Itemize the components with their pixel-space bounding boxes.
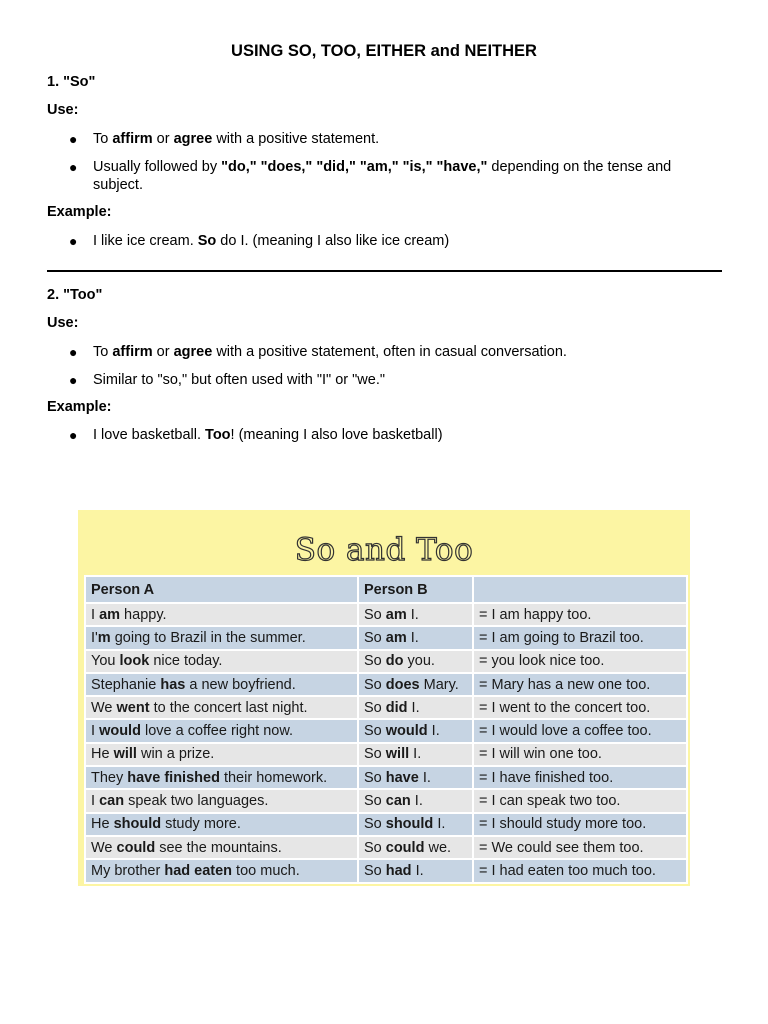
- bold-text: will: [385, 746, 410, 763]
- person-b-cell: [359, 790, 472, 811]
- meaning-cell: [474, 837, 686, 858]
- person-a-cell: [86, 651, 357, 672]
- bold-text: agree: [173, 131, 213, 147]
- person-a-cell: [86, 814, 357, 835]
- person-b-cell: [359, 674, 472, 695]
- text: I.: [411, 862, 424, 879]
- text: So: [364, 839, 386, 856]
- person-a-cell: [86, 837, 357, 858]
- bullet-item: [47, 130, 687, 148]
- table-row: [86, 674, 686, 695]
- text: To: [93, 131, 113, 147]
- text: So: [364, 793, 386, 810]
- column-header: Person A: [86, 577, 357, 602]
- bold-text: does: [385, 676, 420, 693]
- text: study more.: [161, 816, 241, 833]
- meaning-cell: [474, 860, 686, 881]
- person-a-cell: [86, 674, 357, 695]
- text: I.: [406, 629, 419, 646]
- text: = I can speak two too.: [479, 793, 621, 810]
- text: So: [364, 629, 386, 646]
- text: = I went to the concert too.: [479, 699, 651, 716]
- bullet-icon: ●: [69, 344, 78, 360]
- person-b-cell: [359, 627, 472, 648]
- text: We: [91, 699, 117, 716]
- section-heading-so: 1. "So": [47, 74, 96, 90]
- bullet-icon: ●: [69, 372, 78, 388]
- person-a-cell: [86, 860, 357, 881]
- meaning-cell: [474, 814, 686, 835]
- text: happy.: [120, 606, 167, 623]
- text: to the concert last night.: [149, 699, 308, 716]
- text: I.: [410, 793, 423, 810]
- text: = We could see them too.: [479, 839, 644, 856]
- table-body: [86, 604, 686, 882]
- text: We: [91, 839, 117, 856]
- column-header: [474, 577, 686, 602]
- text: I: [91, 723, 100, 740]
- text: Similar to "so," but often used with "I" or "we.": [93, 372, 386, 388]
- meaning-cell: [474, 767, 686, 788]
- text: = I would love a coffee too.: [479, 723, 652, 740]
- bullet-item: [47, 371, 687, 389]
- text: I.: [418, 769, 431, 786]
- text: I.: [407, 699, 420, 716]
- person-a-cell: [86, 744, 357, 765]
- text: So: [364, 676, 386, 693]
- text: or: [152, 131, 174, 147]
- example-label: Example:: [47, 204, 112, 220]
- text: I.: [406, 606, 419, 623]
- meaning-cell: [474, 674, 686, 695]
- text: They: [91, 769, 128, 786]
- bold-text: would: [385, 723, 428, 740]
- bullet-icon: ●: [69, 131, 78, 147]
- text: So: [364, 746, 386, 763]
- bold-text: would: [99, 723, 141, 740]
- text: going to Brazil in the summer.: [110, 629, 306, 646]
- text: with a positive statement, often in casual conversation.: [212, 344, 567, 360]
- text: So: [364, 606, 386, 623]
- figure-title: So and Too: [294, 532, 474, 568]
- text: Mary.: [419, 676, 459, 693]
- bold-text: have finished: [127, 769, 220, 786]
- text: = I have finished too.: [479, 769, 614, 786]
- bold-text: could: [116, 839, 156, 856]
- bold-text: agree: [173, 344, 213, 360]
- bold-text: Too: [205, 427, 231, 443]
- text: I: [91, 793, 100, 810]
- text: I love basketball.: [93, 427, 206, 443]
- meaning-cell: [474, 627, 686, 648]
- page-title: USING SO, TOO, EITHER and NEITHER: [231, 42, 537, 60]
- text: So: [364, 769, 386, 786]
- text: nice today.: [149, 653, 223, 670]
- text: I.: [433, 816, 446, 833]
- text: with a positive statement.: [212, 131, 380, 147]
- use-label: Use:: [47, 315, 79, 331]
- text: He: [91, 816, 114, 833]
- bold-text: m: [97, 629, 111, 646]
- text: So: [364, 862, 386, 879]
- table-row: [86, 697, 686, 718]
- text: a new boyfriend.: [185, 676, 296, 693]
- person-b-cell: [359, 767, 472, 788]
- person-a-cell: [86, 604, 357, 625]
- table-row: [86, 860, 686, 881]
- text: You: [91, 653, 120, 670]
- text: So: [364, 816, 386, 833]
- bold-text: went: [116, 699, 150, 716]
- section-heading-too: 2. "Too": [47, 287, 103, 303]
- bold-text: should: [113, 816, 162, 833]
- bullet-item: [47, 232, 687, 250]
- meaning-cell: [474, 604, 686, 625]
- bullet-icon: ●: [69, 233, 78, 249]
- text: = I should study more too.: [479, 816, 647, 833]
- person-b-cell: [359, 720, 472, 741]
- person-a-cell: [86, 627, 357, 648]
- bullet-item: [47, 158, 687, 194]
- column-header: Person B: [359, 577, 472, 602]
- meaning-cell: [474, 651, 686, 672]
- text: So: [364, 723, 386, 740]
- text: or: [152, 344, 174, 360]
- bold-text: am: [385, 629, 407, 646]
- meaning-cell: [474, 790, 686, 811]
- table-row: [86, 720, 686, 741]
- text: I: [91, 606, 100, 623]
- bold-text: did: [385, 699, 408, 716]
- text: = you look nice too.: [479, 653, 605, 670]
- so-and-too-figure: [78, 510, 690, 886]
- text: He: [91, 746, 114, 763]
- bold-text: "do," "does," "did," "am," "is," "have,": [221, 159, 488, 175]
- text: see the mountains.: [155, 839, 282, 856]
- horizontal-rule: [47, 270, 722, 272]
- text: = I am going to Brazil too.: [479, 629, 644, 646]
- text: depending on the tense and subject.: [93, 159, 672, 193]
- table-row: [86, 651, 686, 672]
- bullet-item: [47, 426, 687, 444]
- person-b-cell: [359, 697, 472, 718]
- bold-text: affirm: [112, 344, 153, 360]
- text: their homework.: [219, 769, 328, 786]
- bullet-item: [47, 343, 687, 361]
- table-row: [86, 814, 686, 835]
- person-a-cell: [86, 790, 357, 811]
- bold-text: could: [385, 839, 425, 856]
- bold-text: should: [385, 816, 434, 833]
- bold-text: have: [385, 769, 419, 786]
- text: do I. (meaning I also like ice cream): [216, 233, 450, 249]
- text: we.: [424, 839, 452, 856]
- text: So: [364, 653, 386, 670]
- table-row: [86, 790, 686, 811]
- text: = I will win one too.: [479, 746, 602, 763]
- text: = I am happy too.: [479, 606, 592, 623]
- bold-text: will: [113, 746, 137, 763]
- text: ! (meaning I also love basketball): [230, 427, 443, 443]
- text: love a coffee right now.: [140, 723, 294, 740]
- text: Usually followed by: [93, 159, 222, 175]
- text: I.: [409, 746, 422, 763]
- text: I like ice cream.: [93, 233, 198, 249]
- bold-text: can: [385, 793, 411, 810]
- bold-text: had eaten: [164, 862, 233, 879]
- person-a-cell: [86, 720, 357, 741]
- table-row: [86, 604, 686, 625]
- person-a-cell: [86, 767, 357, 788]
- table-row: [86, 767, 686, 788]
- person-b-cell: [359, 651, 472, 672]
- bold-text: look: [119, 653, 150, 670]
- bold-text: am: [99, 606, 121, 623]
- text: To: [93, 344, 113, 360]
- bold-text: has: [160, 676, 186, 693]
- text: I': [91, 629, 98, 646]
- person-b-cell: [359, 744, 472, 765]
- text: Stephanie: [91, 676, 161, 693]
- person-b-cell: [359, 814, 472, 835]
- bold-text: can: [99, 793, 125, 810]
- meaning-cell: [474, 697, 686, 718]
- meaning-cell: [474, 720, 686, 741]
- text: you.: [403, 653, 435, 670]
- example-label: Example:: [47, 399, 112, 415]
- bold-text: affirm: [112, 131, 153, 147]
- text: = I had eaten too much too.: [479, 862, 656, 879]
- person-a-cell: [86, 697, 357, 718]
- text: My brother: [91, 862, 165, 879]
- text: win a prize.: [136, 746, 215, 763]
- bullet-icon: ●: [69, 159, 78, 175]
- person-b-cell: [359, 860, 472, 881]
- meaning-cell: [474, 744, 686, 765]
- bold-text: So: [197, 233, 217, 249]
- bold-text: am: [385, 606, 407, 623]
- bold-text: had: [385, 862, 412, 879]
- text: speak two languages.: [124, 793, 269, 810]
- table-row: [86, 744, 686, 765]
- text: So: [364, 699, 386, 716]
- bullet-icon: ●: [69, 427, 78, 443]
- person-b-cell: [359, 604, 472, 625]
- use-label: Use:: [47, 102, 79, 118]
- table-header-row: [86, 577, 686, 602]
- text: = Mary has a new one too.: [479, 676, 651, 693]
- text: I.: [427, 723, 440, 740]
- bold-text: do: [385, 653, 404, 670]
- so-and-too-table: [84, 575, 688, 884]
- table-row: [86, 837, 686, 858]
- text: too much.: [232, 862, 300, 879]
- person-b-cell: [359, 837, 472, 858]
- table-row: [86, 627, 686, 648]
